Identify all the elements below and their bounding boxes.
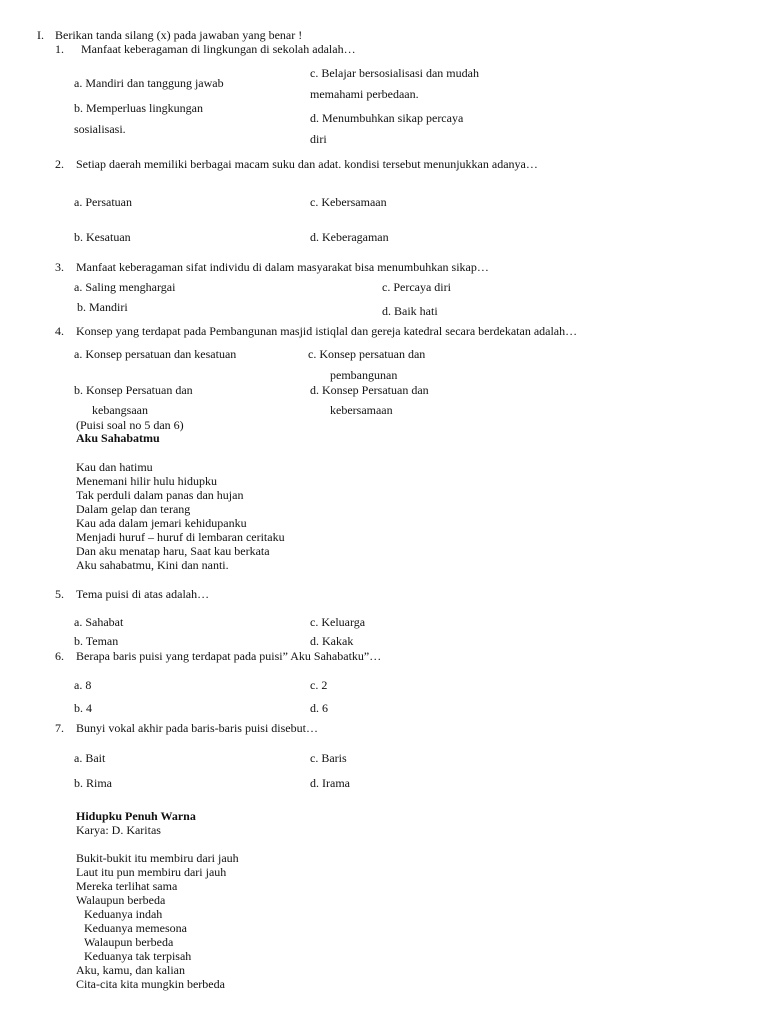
q4-option-d-cont: kebersamaan [330,403,393,417]
poem1-line: Menemani hilir hulu hidupku [76,474,217,488]
poem1-note: (Puisi soal no 5 dan 6) [76,418,184,432]
poem1-line: Aku sahabatmu, Kini dan nanti. [76,558,229,572]
poem2-line: Cita-cita kita mungkin berbeda [76,977,225,991]
q4-option-b-cont: kebangsaan [92,403,148,417]
q3-text: Manfaat keberagaman sifat individu di dalam masyarakat bisa menumbuhkan sikap… [76,260,489,274]
q4-option-a[interactable]: a. Konsep persatuan dan kesatuan [74,347,237,361]
poem2-line: Walaupun berbeda [76,893,166,907]
q6-option-a[interactable]: a. 8 [74,678,92,692]
q5-number: 5. [55,587,64,601]
poem1-line: Menjadi huruf – huruf di lembaran ceritaku [76,530,285,544]
q7-number: 7. [55,721,64,735]
q5-option-b[interactable]: b. Teman [74,634,119,648]
q6-number: 6. [55,649,64,663]
q3-option-c[interactable]: c. Percaya diri [382,280,451,294]
q7-option-d[interactable]: d. Irama [310,776,350,790]
section-number: I. [37,28,44,42]
poem1-line: Dan aku menatap haru, Saat kau berkata [76,544,270,558]
q4-option-c-cont: pembangunan [330,368,398,382]
poem2-line: Keduanya tak terpisah [84,949,192,963]
q1-option-a[interactable]: a. Mandiri dan tanggung jawab [74,76,224,90]
q2-option-c[interactable]: c. Kebersamaan [310,195,387,209]
q7-option-a[interactable]: a. Bait [74,751,106,765]
q1-option-d-cont: diri [310,132,327,146]
q1-text: Manfaat keberagaman di lingkungan di sekolah adalah… [81,42,356,56]
q5-text: Tema puisi di atas adalah… [76,587,210,601]
q5-option-c[interactable]: c. Keluarga [310,615,366,629]
poem1-line: Dalam gelap dan terang [76,502,191,516]
poem2-line: Keduanya memesona [84,921,187,935]
q6-option-d[interactable]: d. 6 [310,701,328,715]
q3-option-b[interactable]: b. Mandiri [77,300,128,314]
q7-option-c[interactable]: c. Baris [310,751,347,765]
instruction: Berikan tanda silang (x) pada jawaban yang benar ! [55,28,303,42]
q2-text: Setiap daerah memiliki berbagai macam suku dan adat. kondisi tersebut menunjukkan adanya… [76,157,538,171]
poem2-line: Aku, kamu, dan kalian [76,963,185,977]
q1-option-b-cont: sosialisasi. [74,122,126,136]
q7-text: Bunyi vokal akhir pada baris-baris puisi disebut… [76,721,318,735]
q3-option-d[interactable]: d. Baik hati [382,304,438,318]
q6-option-b[interactable]: b. 4 [74,701,92,715]
q1-number: 1. [55,42,64,56]
q2-number: 2. [55,157,64,171]
poem2-title: Hidupku Penuh Warna [76,809,196,823]
q6-option-c[interactable]: c. 2 [310,678,328,692]
poem1-line: Kau ada dalam jemari kehidupanku [76,516,247,530]
q4-option-d[interactable]: d. Konsep Persatuan dan [310,383,429,397]
q4-number: 4. [55,324,64,338]
q3-option-a[interactable]: a. Saling menghargai [74,280,176,294]
poem1-line: Tak perduli dalam panas dan hujan [76,488,244,502]
poem1-title: Aku Sahabatmu [76,431,160,445]
q1-option-d[interactable]: d. Menumbuhkan sikap percaya [310,111,464,125]
q3-number: 3. [55,260,64,274]
poem1-line: Kau dan hatimu [76,460,153,474]
q7-option-b[interactable]: b. Rima [74,776,112,790]
poem2-line: Laut itu pun membiru dari jauh [76,865,227,879]
q1-option-b[interactable]: b. Memperluas lingkungan [74,101,203,115]
q5-option-d[interactable]: d. Kakak [310,634,354,648]
q6-text: Berapa baris puisi yang terdapat pada puisi” Aku Sahabatku”… [76,649,382,663]
poem2-line: Keduanya indah [84,907,163,921]
q4-option-b[interactable]: b. Konsep Persatuan dan [74,383,193,397]
q1-option-c[interactable]: c. Belajar bersosialisasi dan mudah [310,66,479,80]
poem2-line: Mereka terlihat sama [76,879,178,893]
poem2-line: Walaupun berbeda [84,935,174,949]
q4-text: Konsep yang terdapat pada Pembangunan masjid istiqlal dan gereja katedral secara berdekatan adalah… [76,324,578,338]
q1-option-c-cont: memahami perbedaan. [310,87,419,101]
poem2-author: Karya: D. Karitas [76,823,161,837]
q2-option-b[interactable]: b. Kesatuan [74,230,131,244]
poem2-line: Bukit-bukit itu membiru dari jauh [76,851,239,865]
q2-option-a[interactable]: a. Persatuan [74,195,132,209]
q2-option-d[interactable]: d. Keberagaman [310,230,389,244]
q4-option-c[interactable]: c. Konsep persatuan dan [308,347,426,361]
q5-option-a[interactable]: a. Sahabat [74,615,124,629]
